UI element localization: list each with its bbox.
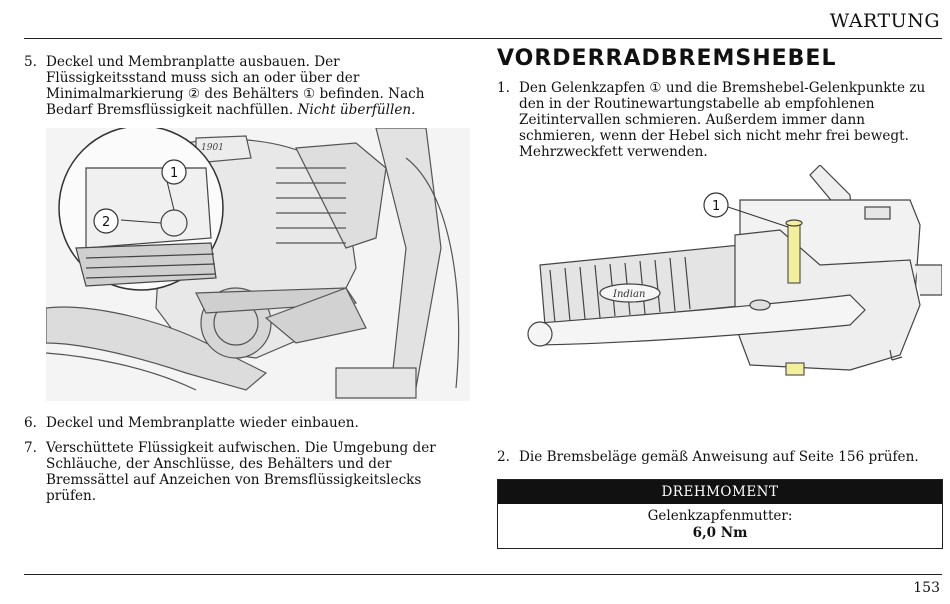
page-header-title: WARTUNG — [829, 10, 940, 32]
torque-label: Gelenkzapfenmutter: — [647, 508, 793, 524]
step-text: Die Bremsbeläge gemäß Anweisung auf Seite 156 prüfen. — [519, 449, 919, 465]
torque-table — [497, 479, 943, 549]
footer-divider — [24, 574, 942, 575]
step-number: 2. — [497, 449, 510, 465]
step-number: 7. — [24, 440, 37, 456]
torque-table-header: DREHMOMENT — [498, 480, 942, 504]
step-number: 6. — [24, 415, 37, 431]
engine-badge: 1901 — [201, 143, 224, 153]
header-divider — [24, 38, 942, 39]
step-emphasis: Nicht überfüllen. — [297, 102, 416, 118]
step-text: Verschüttete Flüssigkeit aufwischen. Die Umgebung der Schläuche, der Anschlüsse, des Behälters und der Bremssättel auf Anzeichen von Bremsflüssigkeitslecks prüfen. — [46, 440, 436, 504]
brake-lever-figure — [520, 165, 942, 423]
step-number: 1. — [497, 80, 510, 96]
callout-2: 2 — [102, 215, 111, 230]
grip-brand: Indian — [613, 289, 646, 300]
torque-table-body — [498, 504, 942, 542]
torque-value: 6,0 Nm — [692, 525, 748, 541]
callout-1: 1 — [170, 166, 179, 181]
brake-reservoir-figure — [46, 128, 470, 401]
step-text: Den Gelenkzapfen ① und die Bremshebel-Gelenkpunkte zu den in der Routinewartungstabelle ab empfohlenen Zeitintervallen schmieren. Außerdem immer dann schmieren, wenn der Hebel sich nicht mehr frei bewegt. Mehrzweckfett verwenden. — [519, 80, 926, 160]
callout-1: 1 — [712, 199, 721, 214]
step-text: Deckel und Membranplatte wieder einbauen. — [46, 415, 359, 431]
step-text: Deckel und Membranplatte ausbauen. Der Flüssigkeitsstand muss sich an oder über der Minimalmarkierung ② des Behälters ① befinden. Nach Bedarf Bremsflüssigkeit nachfüllen. Nicht überfüllen. — [46, 54, 425, 118]
page-number: 153 — [913, 580, 940, 596]
step-number: 5. — [24, 54, 37, 70]
section-title: VORDERRADBREMSHEBEL — [497, 46, 837, 71]
